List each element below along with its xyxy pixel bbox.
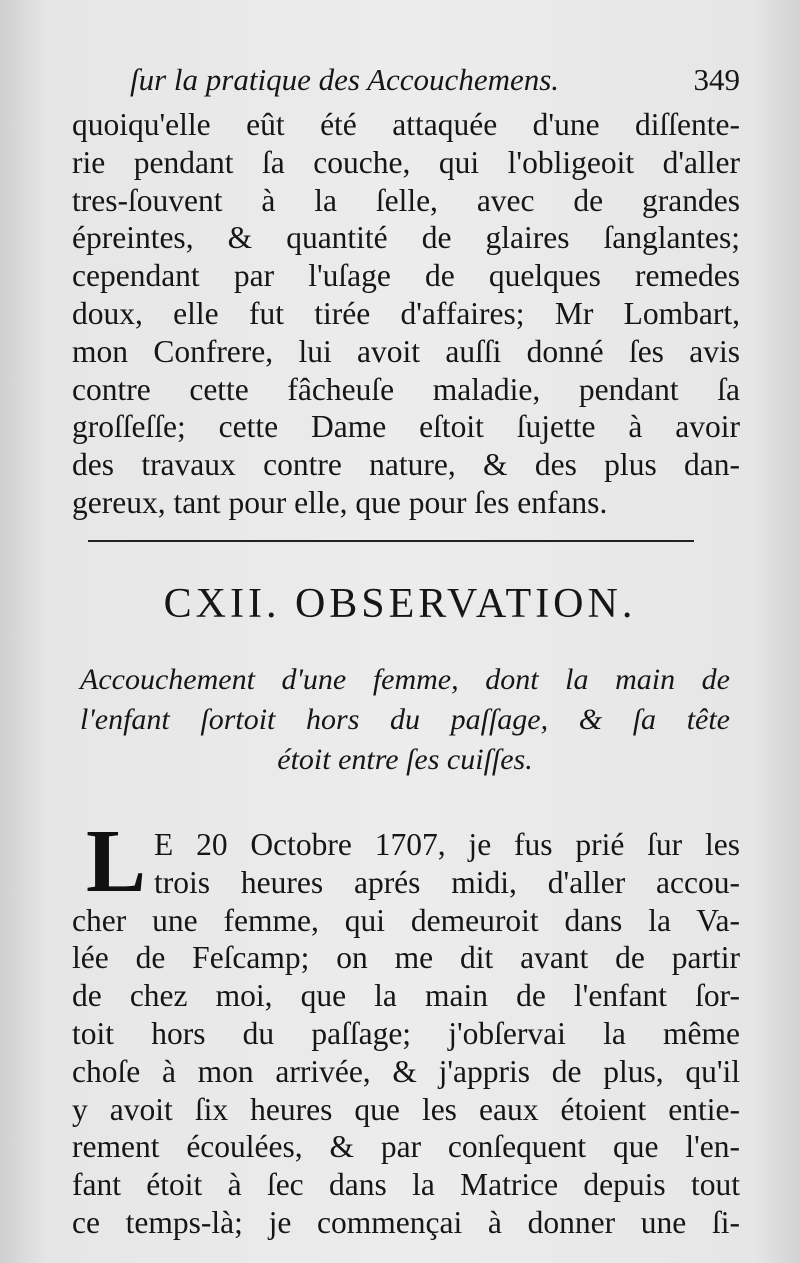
text-line: toit hors du paſſage; j'obſervai la même bbox=[72, 1015, 740, 1051]
observation-subtitle bbox=[80, 660, 730, 780]
text-line: quoiqu'elle eût été attaquée d'une diſſente- bbox=[72, 107, 740, 142]
text-line: groſſeſſe; cette Dame eſtoit ſujette à avoir bbox=[72, 409, 740, 445]
text-line: tres-ſouvent à la ſelle, avec de grandes bbox=[72, 182, 740, 218]
text-line: épreintes, & quantité de glaires ſanglantes; bbox=[72, 220, 740, 256]
page-number: 349 bbox=[693, 62, 740, 97]
text-line: trois heures aprés midi, d'aller accou- bbox=[154, 864, 740, 900]
subtitle-line: Accouchement d'une femme, dont la main de bbox=[80, 663, 730, 696]
text-line: E 20 Octobre 1707, je fus prié ſur les bbox=[154, 827, 740, 862]
running-header bbox=[130, 62, 740, 106]
paragraph-continued bbox=[72, 106, 740, 522]
subtitle-line: l'enfant ſortoit hors du paſſage, & ſa tête bbox=[80, 703, 730, 736]
text-line: contre cette fâcheuſe maladie, pendant ſa bbox=[72, 371, 740, 407]
text-line: fant étoit à ſec dans la Matrice depuis tout bbox=[72, 1167, 740, 1203]
text-line: choſe à mon arrivée, & j'appris de plus, qu'il bbox=[72, 1053, 740, 1089]
text-line: doux, elle fut tirée d'affaires; Mr Lombart, bbox=[72, 295, 740, 331]
text-line: rie pendant ſa couche, qui l'obligeoit d'aller bbox=[72, 144, 740, 180]
text-line: cher une femme, qui demeuroit dans la Va- bbox=[72, 902, 740, 938]
text-line: gereux, tant pour elle, que pour ſes enfans. bbox=[72, 484, 608, 520]
running-title: ſur la pratique des Accouchemens. bbox=[130, 62, 560, 97]
text-line: cependant par l'uſage de quelques remedes bbox=[72, 258, 740, 294]
text-line: de chez moi, que la main de l'enfant ſor- bbox=[72, 978, 740, 1014]
text-line: mon Confrere, lui avoit auſſi donné ſes avis bbox=[72, 333, 740, 369]
text-line: lée de Feſcamp; on me dit avant de partir bbox=[72, 940, 740, 976]
section-heading: CXII. OBSERVATION. bbox=[163, 581, 637, 627]
section-divider bbox=[88, 540, 694, 542]
text-line: y avoit ſix heures que les eaux étoient entie- bbox=[72, 1091, 740, 1127]
text-line: ce temps-là; je commençai à donner une ſi- bbox=[72, 1204, 740, 1240]
subtitle-line: étoit entre ſes cuiſſes. bbox=[277, 743, 533, 776]
paragraph-observation bbox=[72, 812, 740, 1242]
drop-cap: L bbox=[86, 812, 147, 911]
text-line: des travaux contre nature, & des plus dan- bbox=[72, 447, 740, 483]
text-line: rement écoulées, & par conſequent que l'en- bbox=[72, 1129, 740, 1165]
